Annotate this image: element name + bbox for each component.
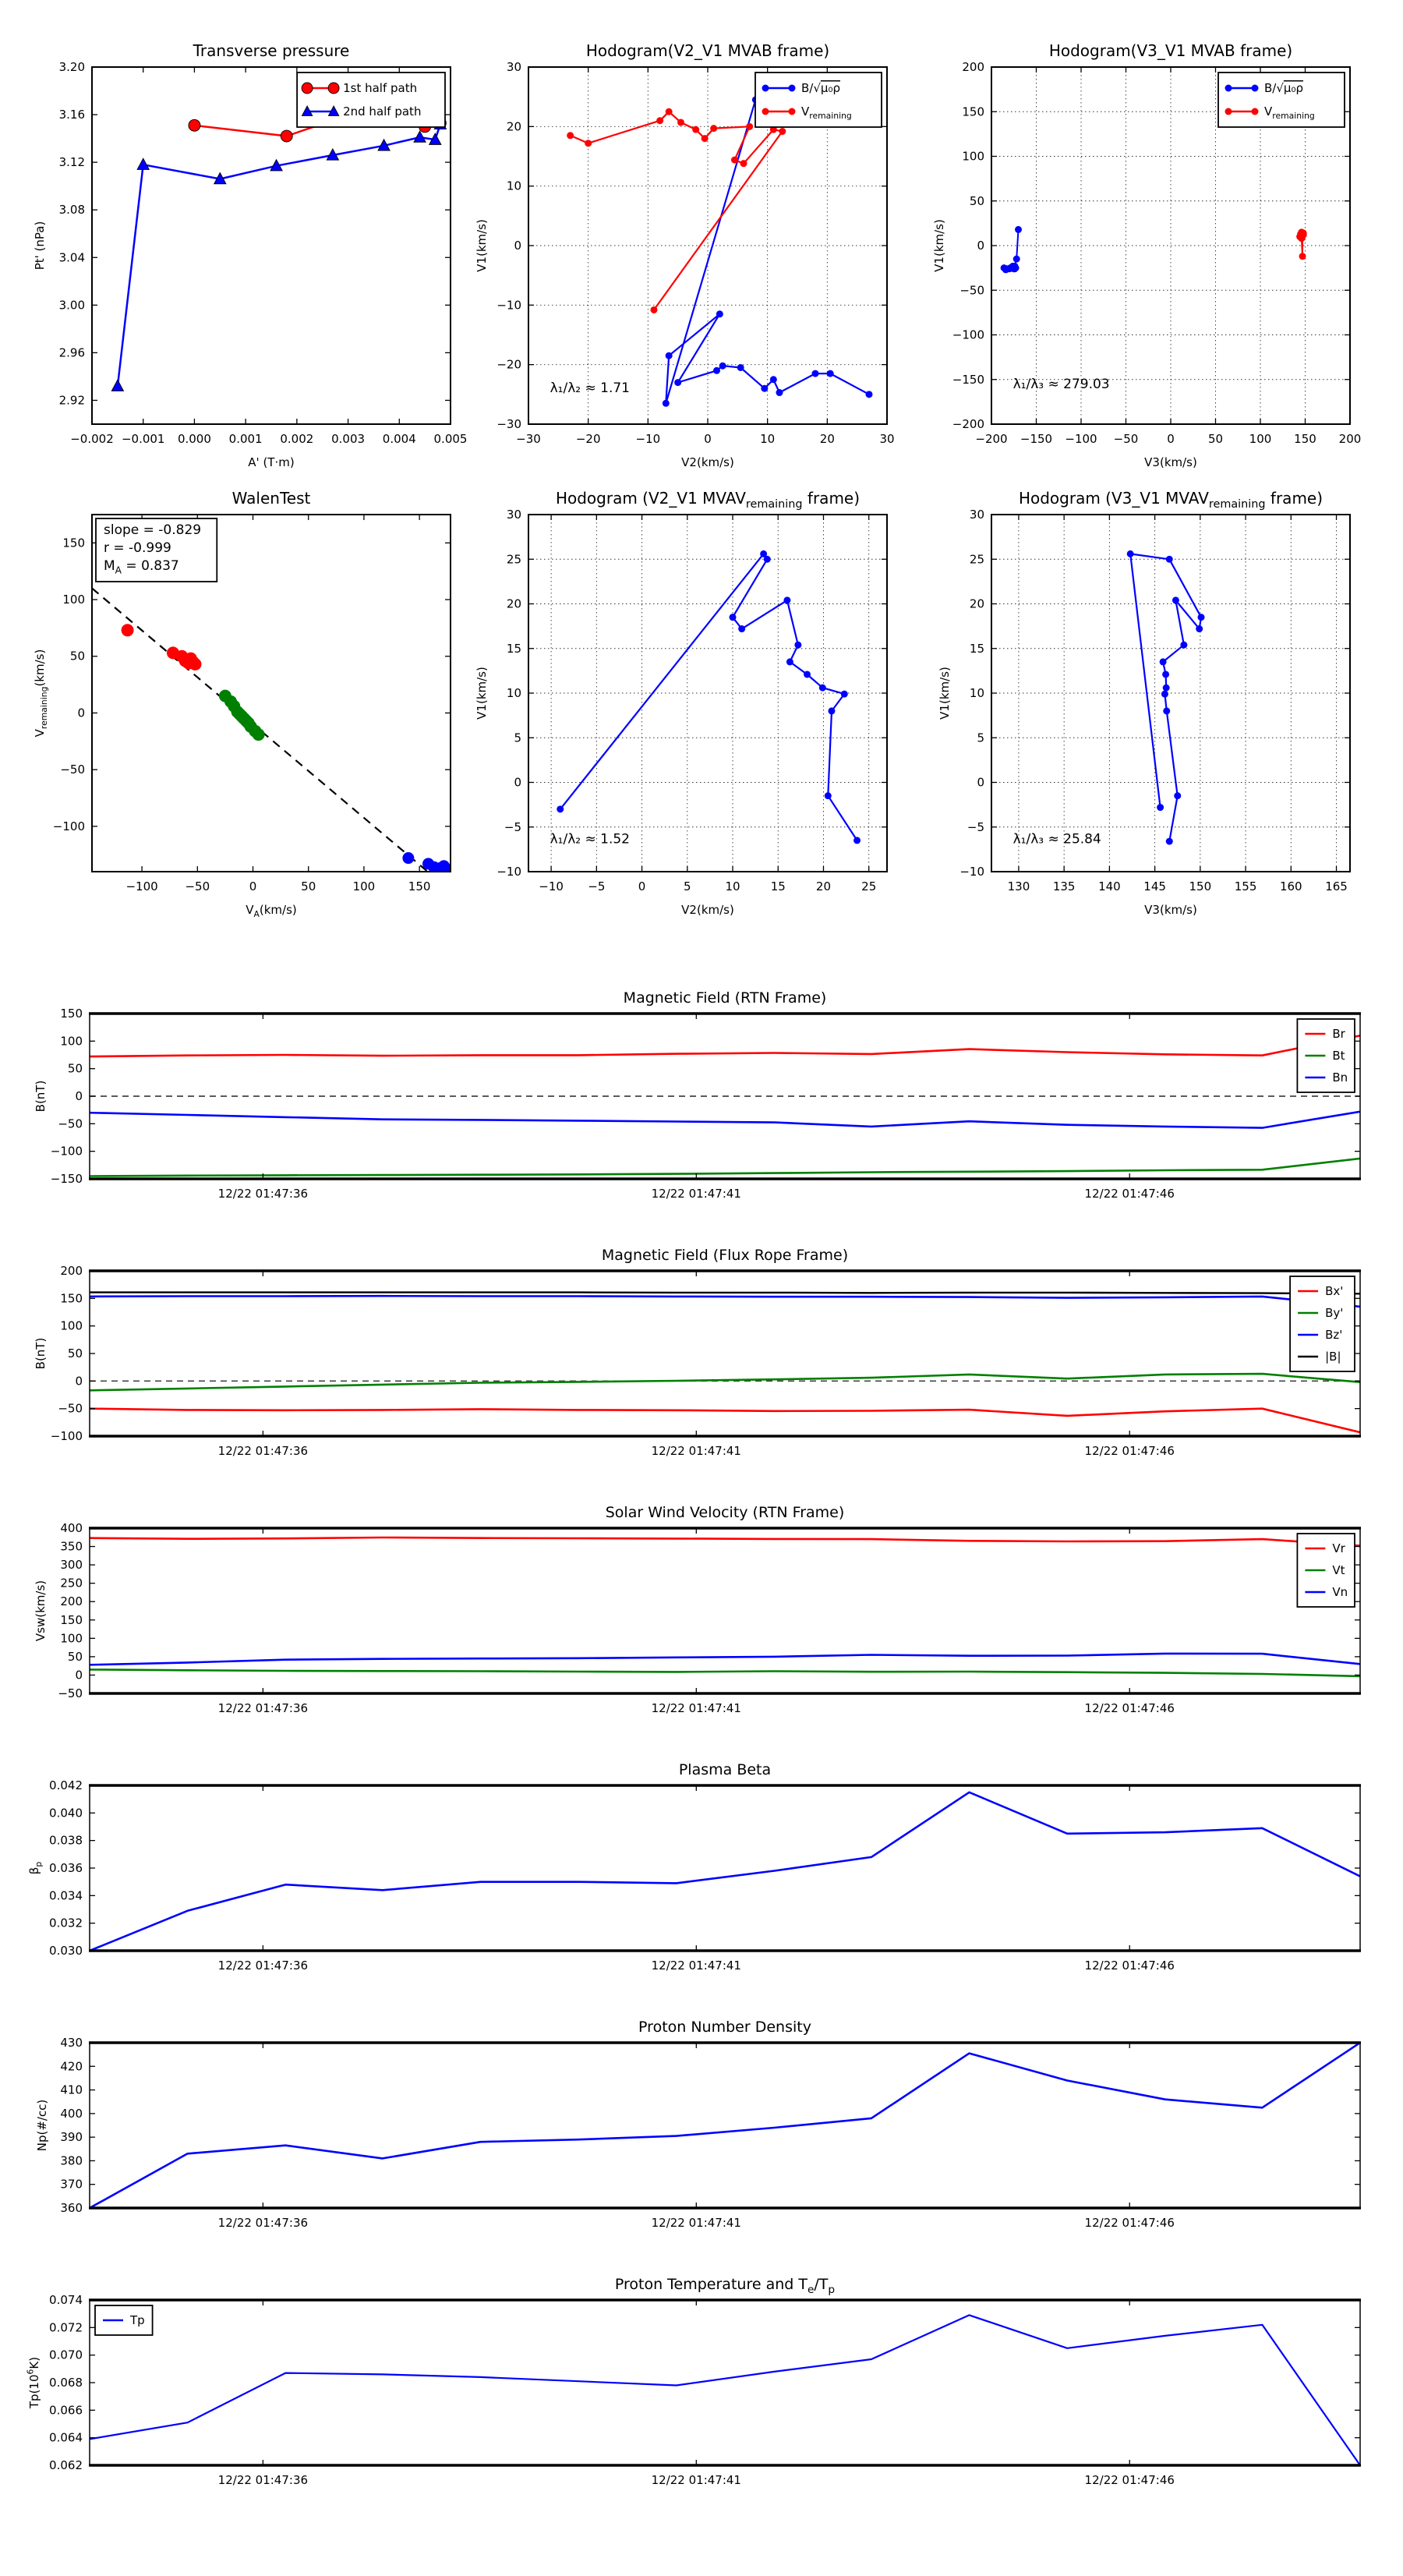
svg-text:100: 100 (60, 1034, 83, 1049)
panel-hodogram-v2-v1-mvav (475, 489, 887, 917)
svg-text:200: 200 (60, 1264, 83, 1278)
svg-text:−150: −150 (1020, 432, 1053, 446)
svg-text:Tp(106K): $Tp(10^6K)$ (25, 2356, 41, 2409)
svg-text:−0.001: −0.001 (121, 432, 165, 446)
svg-text:150: 150 (60, 1007, 83, 1021)
svg-text:λ₁/λ₃ ≈ 279.03: λ₁/λ₃ ≈ 279.03 (1012, 377, 1110, 393)
svg-text:V1(km/s): V1(km/s) (938, 667, 952, 720)
magnetic-field-rtn-series (90, 1035, 1360, 1176)
svg-text:0.062: 0.062 (49, 2458, 83, 2472)
svg-text:20: 20 (969, 596, 984, 611)
svg-text:140: 140 (1098, 879, 1121, 893)
svg-text:150: 150 (1294, 432, 1316, 446)
svg-text:−50: −50 (959, 283, 984, 298)
svg-text:5: 5 (514, 731, 521, 745)
transverse-pressure-series (111, 108, 446, 391)
svg-text:5: 5 (684, 879, 691, 893)
svg-text:10: 10 (725, 879, 740, 893)
svg-text:12/22 01:47:46: 12/22 01:47:46 (1084, 1187, 1175, 1201)
svg-text:V2(km/s): V2(km/s) (681, 455, 734, 469)
svg-text:100: 100 (60, 1631, 83, 1646)
proton-number-density-series (90, 2043, 1360, 2208)
svg-text:Solar Wind Velocity (RTN Frame: Solar Wind Velocity (RTN Frame) (605, 1504, 845, 1521)
svg-text:Vt: Vt (1332, 1563, 1345, 1577)
svg-text:−50: −50 (185, 879, 210, 893)
svg-text:12/22 01:47:46: 12/22 01:47:46 (1084, 1444, 1175, 1458)
svg-text:Vn: Vn (1332, 1585, 1348, 1599)
svg-text:30: 30 (506, 508, 521, 522)
svg-text:1st half path: 1st half path (343, 81, 418, 95)
svg-text:350: 350 (60, 1539, 83, 1554)
svg-text:200: 200 (962, 60, 984, 74)
svg-text:3.16: 3.16 (58, 108, 85, 122)
svg-text:VA(km/s): $V_A(km/s)$ (246, 903, 297, 919)
svg-text:−100: −100 (952, 327, 984, 342)
svg-text:βp: $\beta_p$ (27, 1861, 44, 1875)
svg-text:Magnetic Field (RTN Frame): Magnetic Field (RTN Frame) (623, 989, 827, 1007)
svg-text:|B|: |B| (1325, 1350, 1341, 1364)
svg-text:V1(km/s): V1(km/s) (932, 219, 946, 272)
svg-text:3.04: 3.04 (58, 250, 85, 265)
svg-text:100: 100 (1249, 432, 1272, 446)
svg-text:160: 160 (1279, 879, 1302, 893)
svg-text:Plasma Beta: Plasma Beta (678, 1761, 772, 1778)
svg-text:0.042: 0.042 (49, 1778, 83, 1792)
panel-magnetic-field-flux-rope (34, 1247, 1361, 1458)
svg-text:12/22 01:47:46: 12/22 01:47:46 (1084, 1959, 1175, 1973)
panel-proton-temperature (26, 2276, 1361, 2487)
svg-text:150: 150 (62, 536, 85, 550)
svg-text:−200: −200 (975, 432, 1008, 446)
svg-text:slope = -0.829: slope = -0.829 (104, 522, 202, 538)
svg-text:Vremaining: $V_{remaining}$ (1264, 104, 1315, 121)
svg-text:25: 25 (861, 879, 877, 893)
svg-text:Hodogram(V2_V1 MVAB frame): Hodogram(V2_V1 MVAB frame) (585, 41, 830, 60)
svg-text:100: 100 (352, 879, 376, 893)
svg-text:200: 200 (1338, 432, 1362, 446)
svg-text:30: 30 (969, 508, 984, 522)
svg-text:3.12: 3.12 (58, 155, 85, 170)
svg-text:λ₁/λ₂ ≈ 1.52: λ₁/λ₂ ≈ 1.52 (550, 831, 630, 847)
svg-text:25: 25 (506, 552, 521, 567)
svg-text:WalenTest: WalenTest (231, 489, 311, 508)
svg-text:100: 100 (962, 149, 984, 164)
svg-text:−100: −100 (50, 1144, 83, 1159)
hodogram-v3-v1-mvab-series (1001, 226, 1307, 274)
svg-text:0.034: 0.034 (49, 1888, 83, 1903)
svg-text:20: 20 (815, 879, 832, 893)
svg-text:100: 100 (60, 1318, 83, 1333)
svg-text:Vremaining: $V_{remaining}$ (801, 104, 852, 121)
svg-text:10: 10 (969, 686, 984, 700)
svg-text:−100: −100 (52, 819, 85, 833)
svg-text:150: 150 (1189, 879, 1212, 893)
svg-text:12/22 01:47:36: 12/22 01:47:36 (217, 1701, 309, 1715)
svg-text:Proton Number Density: Proton Number Density (638, 2019, 811, 2036)
svg-text:0: 0 (514, 239, 521, 253)
svg-text:−50: −50 (58, 1116, 83, 1131)
svg-text:Tp: Tp (130, 2313, 145, 2327)
svg-text:0: 0 (1167, 432, 1175, 446)
svg-text:−30: −30 (497, 417, 521, 431)
svg-text:−10: −10 (959, 865, 984, 879)
svg-text:Vr: Vr (1332, 1541, 1345, 1555)
svg-text:0.003: 0.003 (331, 432, 366, 446)
svg-text:−0.002: −0.002 (70, 432, 114, 446)
svg-text:155: 155 (1234, 879, 1257, 893)
solar-wind-velocity-series (90, 1537, 1360, 1676)
svg-text:150: 150 (962, 104, 984, 119)
svg-text:12/22 01:47:41: 12/22 01:47:41 (651, 1444, 741, 1458)
svg-text:V1(km/s): V1(km/s) (475, 219, 489, 272)
panel-proton-number-density (35, 2019, 1361, 2230)
svg-text:MA = 0.837: $M_A = 0.837$ (104, 558, 179, 576)
hodogram-v3-v1-mvav-series (1127, 550, 1205, 845)
svg-text:−50: −50 (1113, 432, 1139, 446)
svg-text:12/22 01:47:46: 12/22 01:47:46 (1084, 1701, 1175, 1715)
svg-text:0.064: 0.064 (49, 2430, 83, 2445)
svg-text:10: 10 (760, 432, 776, 446)
svg-text:Bz': Bz' (1325, 1328, 1343, 1342)
svg-text:370: 370 (60, 2177, 83, 2192)
svg-text:−50: −50 (58, 1401, 83, 1416)
svg-text:10: 10 (506, 179, 521, 193)
svg-text:A' (T·m): A' (T·m) (248, 455, 295, 469)
panel-walen-test (33, 489, 453, 919)
svg-text:145: 145 (1143, 879, 1166, 893)
svg-text:2.96: 2.96 (58, 345, 85, 360)
svg-text:Bx': Bx' (1325, 1284, 1344, 1298)
svg-text:−30: −30 (516, 432, 541, 446)
svg-text:−10: −10 (497, 865, 521, 879)
svg-text:0.074: 0.074 (49, 2293, 83, 2307)
svg-text:−150: −150 (952, 372, 984, 387)
svg-text:12/22 01:47:46: 12/22 01:47:46 (1084, 2216, 1175, 2230)
svg-text:20: 20 (506, 119, 521, 134)
svg-text:250: 250 (60, 1576, 83, 1591)
svg-text:0.005: 0.005 (433, 432, 468, 446)
svg-text:0.000: 0.000 (177, 432, 211, 446)
svg-text:20: 20 (819, 432, 835, 446)
svg-text:12/22 01:47:41: 12/22 01:47:41 (651, 2216, 741, 2230)
panel-transverse-pressure (33, 41, 467, 469)
svg-text:390: 390 (60, 2130, 83, 2145)
svg-text:λ₁/λ₃ ≈ 25.84: λ₁/λ₃ ≈ 25.84 (1012, 831, 1101, 847)
svg-text:12/22 01:47:41: 12/22 01:47:41 (651, 2473, 741, 2487)
svg-text:B(nT): B(nT) (34, 1080, 48, 1113)
svg-text:0.070: 0.070 (49, 2348, 83, 2362)
proton-temperature-series (90, 2315, 1360, 2465)
svg-text:400: 400 (60, 2106, 83, 2121)
svg-text:50: 50 (969, 193, 984, 208)
svg-text:360: 360 (60, 2201, 83, 2215)
svg-text:0: 0 (638, 879, 646, 893)
svg-text:2nd half path: 2nd half path (343, 104, 422, 119)
svg-text:50: 50 (69, 649, 85, 663)
svg-text:−150: −150 (50, 1172, 83, 1186)
svg-text:Hodogram (V2_V1 MVAVremaining: Hodogram (V2_V1 $MVAV_{remaining}$ frame) (555, 489, 861, 511)
svg-text:0.001: 0.001 (228, 432, 263, 446)
svg-text:Hodogram(V3_V1 MVAB frame): Hodogram(V3_V1 MVAB frame) (1048, 41, 1293, 60)
svg-text:300: 300 (60, 1558, 83, 1573)
svg-text:150: 150 (408, 879, 431, 893)
svg-text:12/22 01:47:36: 12/22 01:47:36 (217, 1187, 309, 1201)
svg-text:B/√μ₀ρ: B/√μ₀ρ (801, 81, 840, 95)
svg-text:0: 0 (75, 1374, 83, 1389)
svg-text:400: 400 (60, 1521, 83, 1535)
svg-text:0.072: 0.072 (49, 2320, 83, 2335)
svg-text:165: 165 (1325, 879, 1348, 893)
panel-magnetic-field-rtn (34, 989, 1361, 1201)
svg-text:Hodogram (V3_V1 MVAVremaining: Hodogram (V3_V1 $MVAV_{remaining}$ frame) (1018, 489, 1323, 511)
svg-text:0.040: 0.040 (49, 1806, 83, 1821)
panel-hodogram-v3-v1-mvab (932, 41, 1361, 469)
plasma-beta-series (90, 1792, 1360, 1951)
svg-text:Bt: Bt (1332, 1049, 1345, 1063)
hodogram-v2-v1-mvab-series (567, 96, 872, 406)
svg-text:12/22 01:47:36: 12/22 01:47:36 (217, 2473, 309, 2487)
svg-text:150: 150 (60, 1612, 83, 1627)
svg-text:50: 50 (67, 1649, 83, 1664)
svg-text:135: 135 (1052, 879, 1076, 893)
svg-text:−5: −5 (967, 819, 984, 834)
svg-text:0.002: 0.002 (280, 432, 314, 446)
magnetic-field-flux-rope-series (90, 1293, 1360, 1433)
svg-text:50: 50 (301, 879, 316, 893)
svg-text:12/22 01:47:41: 12/22 01:47:41 (651, 1187, 741, 1201)
svg-text:12/22 01:47:41: 12/22 01:47:41 (651, 1701, 741, 1715)
svg-text:Pt' (nPa): Pt' (nPa) (33, 221, 47, 271)
svg-text:−10: −10 (539, 879, 564, 893)
svg-text:12/22 01:47:36: 12/22 01:47:36 (217, 1444, 309, 1458)
svg-text:−20: −20 (497, 357, 521, 372)
hodogram-v2-v1-mvav-series (557, 550, 861, 844)
svg-text:λ₁/λ₂ ≈ 1.71: λ₁/λ₂ ≈ 1.71 (550, 380, 630, 396)
svg-text:100: 100 (62, 593, 85, 607)
panel-solar-wind-velocity (34, 1504, 1361, 1715)
svg-text:V3(km/s): V3(km/s) (1144, 903, 1197, 917)
svg-text:Transverse pressure: Transverse pressure (193, 41, 350, 60)
svg-text:410: 410 (60, 2082, 83, 2097)
svg-text:B(nT): B(nT) (34, 1337, 48, 1370)
svg-text:Vremaining(km/s): $V_{remaining}(km/s)$ (33, 649, 49, 738)
svg-text:0: 0 (75, 1668, 83, 1683)
svg-text:0.032: 0.032 (49, 1916, 83, 1930)
svg-text:10: 10 (506, 686, 521, 700)
svg-text:r = -0.999: r = -0.999 (104, 540, 171, 556)
svg-text:50: 50 (67, 1061, 83, 1076)
svg-text:420: 420 (60, 2059, 83, 2074)
svg-text:12/22 01:47:46: 12/22 01:47:46 (1084, 2473, 1175, 2487)
svg-text:−5: −5 (504, 819, 521, 834)
svg-text:0: 0 (704, 432, 712, 446)
svg-text:0: 0 (977, 239, 984, 253)
svg-text:3.00: 3.00 (58, 298, 85, 313)
svg-text:0.036: 0.036 (49, 1861, 83, 1875)
svg-text:Magnetic Field (Flux Rope Fram: Magnetic Field (Flux Rope Frame) (601, 1247, 849, 1264)
svg-text:V3(km/s): V3(km/s) (1144, 455, 1197, 469)
svg-text:0.068: 0.068 (49, 2376, 83, 2390)
svg-text:12/22 01:47:41: 12/22 01:47:41 (651, 1959, 741, 1973)
svg-text:0.004: 0.004 (382, 432, 416, 446)
svg-text:−10: −10 (635, 432, 661, 446)
svg-text:380: 380 (60, 2153, 83, 2168)
svg-text:By': By' (1325, 1306, 1344, 1320)
svg-text:−100: −100 (125, 879, 158, 893)
svg-text:30: 30 (506, 60, 521, 74)
svg-text:Proton Temperature and Te/Tp: Proton Temperature and $T_e/T_p$ (614, 2276, 836, 2296)
svg-text:Bn: Bn (1332, 1070, 1348, 1085)
walen-test-series (92, 589, 453, 891)
svg-text:20: 20 (506, 596, 521, 611)
svg-text:Br: Br (1332, 1027, 1345, 1041)
svg-text:150: 150 (60, 1291, 83, 1306)
svg-text:15: 15 (770, 879, 786, 893)
svg-text:12/22 01:47:36: 12/22 01:47:36 (217, 2216, 309, 2230)
svg-text:−20: −20 (575, 432, 601, 446)
svg-text:5: 5 (977, 731, 984, 745)
svg-text:3.08: 3.08 (58, 203, 85, 218)
svg-text:0: 0 (249, 879, 257, 893)
svg-text:25: 25 (969, 552, 984, 567)
panel-hodogram-v2-v1-mvab (475, 41, 895, 469)
svg-text:Vsw(km/s): Vsw(km/s) (34, 1580, 48, 1642)
svg-text:0.038: 0.038 (49, 1833, 83, 1848)
svg-text:−200: −200 (952, 417, 984, 431)
svg-text:0: 0 (514, 775, 521, 790)
svg-text:130: 130 (1007, 879, 1030, 893)
svg-text:V2(km/s): V2(km/s) (681, 903, 734, 917)
svg-text:0: 0 (75, 1089, 83, 1103)
panel-hodogram-v3-v1-mvav (938, 489, 1350, 917)
svg-text:0: 0 (77, 706, 85, 720)
svg-text:−10: −10 (497, 298, 521, 313)
svg-text:200: 200 (60, 1594, 83, 1609)
svg-text:30: 30 (879, 432, 895, 446)
svg-text:3.20: 3.20 (58, 60, 85, 74)
svg-text:15: 15 (506, 641, 521, 656)
svg-text:−5: −5 (588, 879, 606, 893)
svg-text:2.92: 2.92 (58, 393, 85, 408)
svg-text:0.030: 0.030 (49, 1944, 83, 1958)
svg-text:−50: −50 (58, 1686, 83, 1700)
svg-text:B/√μ₀ρ: B/√μ₀ρ (1264, 81, 1303, 95)
svg-text:−100: −100 (1065, 432, 1097, 446)
svg-text:0.066: 0.066 (49, 2403, 83, 2418)
svg-text:Np(#/cc): Np(#/cc) (35, 2099, 49, 2152)
panel-plasma-beta (27, 1761, 1361, 1973)
svg-text:430: 430 (60, 2036, 83, 2050)
svg-text:−100: −100 (50, 1429, 83, 1443)
svg-text:15: 15 (969, 641, 984, 656)
svg-text:−50: −50 (60, 763, 85, 777)
svg-text:50: 50 (1207, 432, 1224, 446)
svg-text:12/22 01:47:36: 12/22 01:47:36 (217, 1959, 309, 1973)
svg-text:50: 50 (67, 1346, 83, 1361)
svg-text:0: 0 (977, 775, 984, 790)
svg-text:V1(km/s): V1(km/s) (475, 667, 489, 720)
